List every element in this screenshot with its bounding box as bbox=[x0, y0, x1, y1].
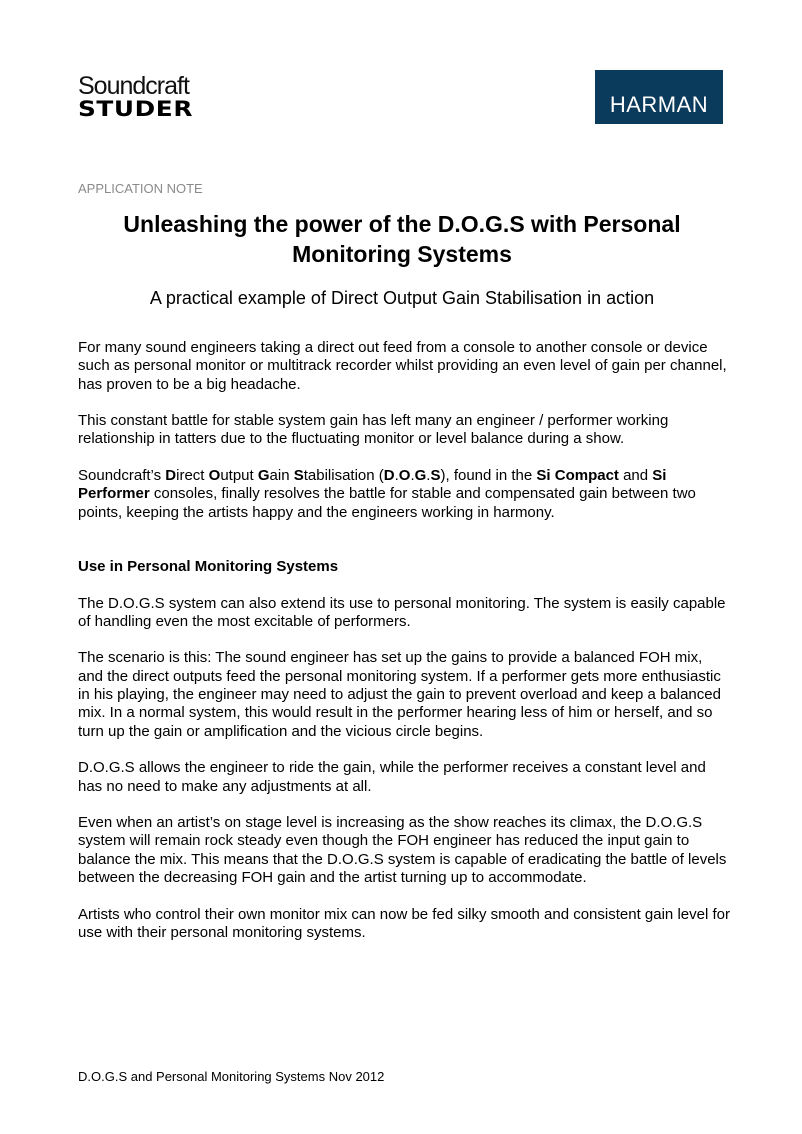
section-heading: Use in Personal Monitoring Systems bbox=[78, 557, 339, 575]
document-type-label: APPLICATION NOTE bbox=[78, 181, 203, 196]
soundcraft-studer-logo bbox=[78, 74, 218, 120]
page-footer: D.O.G.S and Personal Monitoring Systems Nov 2012 bbox=[78, 1069, 385, 1084]
intro-paragraph-2: This constant battle for stable system gain has left many an engineer / performer working relationship in tatters due to the fluctuating monitor or level balance during a show. bbox=[78, 412, 669, 448]
logo-studer-text: STUDER bbox=[78, 97, 193, 121]
intro-paragraph-3: Soundcraft’s Direct Output Gain Stabilisation (D.O.G.S), found in the Si Compact and Si Performer consoles, finally resolves the battle for stable and compensated gain between two points, keeping the artists happy and the engineers working in harmony. bbox=[78, 467, 696, 521]
section-paragraph-1: The D.O.G.S system can also extend its use to personal monitoring. The system is easily capable of handling even the most excitable of performers. bbox=[78, 594, 726, 630]
section-paragraph-5: Artists who control their own monitor mix can now be fed silky smooth and consistent gain level for use with their personal monitoring systems. bbox=[78, 905, 730, 941]
document-title: Unleashing the power of the D.O.G.S with Personal Monitoring Systems bbox=[123, 211, 681, 267]
section-paragraph-2: The scenario is this: The sound engineer has set up the gains to provide a balanced FOH mix, and the direct outputs feed the personal monitoring system. If a performer gets more enthusiastic in his playing, the engineer may need to adjust the gain to prevent overload and keep a balanced mix. In a normal system, this would result in the performer hearing less of him or herself, and so turn up the gain or amplification and the vicious circle begins. bbox=[78, 649, 721, 740]
intro-paragraph-1: For many sound engineers taking a direct out feed from a console to another console or device such as personal monitor or multitrack recorder whilst providing an even level of gain per channel, has proven to be a big headache. bbox=[78, 339, 727, 393]
section-paragraph-3: D.O.G.S allows the engineer to ride the gain, while the performer receives a constant level and has no need to make any adjustments at all. bbox=[78, 759, 706, 795]
logo-harman-text: HARMAN bbox=[609, 92, 709, 117]
document-subtitle: A practical example of Direct Output Gain Stabilisation in action bbox=[149, 288, 655, 308]
document-body bbox=[78, 339, 730, 961]
logo-soundcraft-text: Soundcraft bbox=[78, 72, 189, 100]
section-paragraph-4: Even when an artist’s on stage level is increasing as the show reaches its climax, the D.O.G.S system will remain rock steady even though the FOH engineer has reduced the input gain to balance the mix. This means that the D.O.G.S system is capable of eradicating the battle of levels between the decreasing FOH gain and the artist turning up to accommodate. bbox=[78, 814, 727, 887]
harman-logo bbox=[595, 70, 723, 124]
